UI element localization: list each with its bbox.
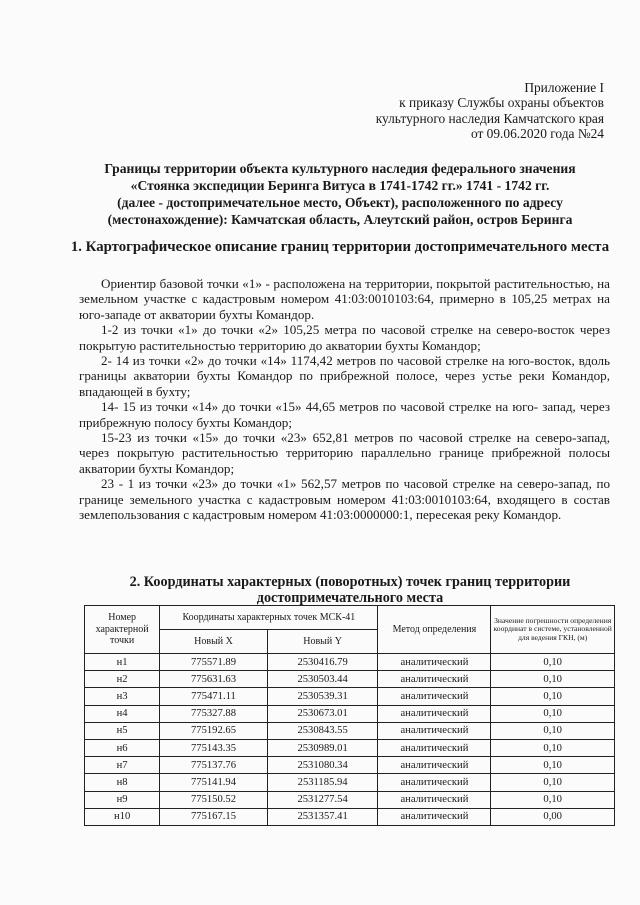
body-paragraph: 1-2 из точки «1» до точки «2» 105,25 метра по часовой стрелке на северо-восток через покрытую растительностью территорию до акватории бухты Командор; xyxy=(79,322,610,353)
appendix-line: культурного наследия Камчатского края xyxy=(375,110,604,126)
cell-point: н5 xyxy=(85,722,160,739)
table-row xyxy=(85,654,615,671)
cell-x: 775143.35 xyxy=(160,739,268,756)
cell-method: аналитический xyxy=(378,722,491,739)
table-row xyxy=(85,671,615,688)
cell-y: 2530673.01 xyxy=(267,705,378,722)
body-paragraph: 15-23 из точки «15» до точки «23» 652,81 метров по часовой стрелке на северо-запад, через покрытую растительностью территорию параллельно границе прибрежной полосы акватории бухты Командор; xyxy=(79,430,610,476)
cell-error: 0,10 xyxy=(491,688,615,705)
body-paragraph: 14- 15 из точки «14» до точки «15» 44,65 метров по часовой стрелке на юго- запад, через прибрежную полосу бухты Командор; xyxy=(79,399,610,430)
cell-method: аналитический xyxy=(378,808,491,825)
section2-heading-line: достопримечательного места xyxy=(256,590,444,606)
appendix-line: от 09.06.2020 года №24 xyxy=(470,126,604,142)
cell-point: н1 xyxy=(85,654,160,671)
header-new-x: Новый X xyxy=(160,630,268,654)
cell-error: 0,00 xyxy=(491,808,615,825)
body-paragraph: 23 - 1 из точки «23» до точки «1» 562,57 метров по часовой стрелке на северо-запад, по границе земельного участка с кадастровым номером 41:03:0010103:64, входящего в состав землепользования с кадастровым номером 41:03:0000000:1, пересекая реку Командор. xyxy=(79,476,610,523)
header-method: Метод определения xyxy=(378,606,491,654)
cell-error: 0,10 xyxy=(491,722,615,739)
cell-x: 775150.52 xyxy=(160,791,268,808)
section1-body xyxy=(79,276,610,523)
table-row xyxy=(85,808,615,825)
cell-point: н6 xyxy=(85,739,160,756)
header-point-number: Номер характерной точки xyxy=(85,606,160,654)
cell-error: 0,10 xyxy=(491,774,615,791)
cell-point: н10 xyxy=(85,808,160,825)
cell-point: н9 xyxy=(85,791,160,808)
table-row xyxy=(85,774,615,791)
title-line: Границы территории объекта культурного наследия федерального значения xyxy=(104,161,576,176)
cell-error: 0,10 xyxy=(491,757,615,774)
cell-point: н7 xyxy=(85,757,160,774)
cell-method: аналитический xyxy=(378,705,491,722)
cell-x: 775327.88 xyxy=(160,705,268,722)
table-row xyxy=(85,757,615,774)
appendix-line: к приказу Службы охраны объектов xyxy=(399,95,604,111)
cell-y: 2531185.94 xyxy=(267,774,378,791)
cell-x: 775141.94 xyxy=(160,774,268,791)
cell-point: н2 xyxy=(85,671,160,688)
body-paragraph: 2- 14 из точки «2» до точки «14» 1174,42 метров по часовой стрелке на юго-восток, вдоль границы акватории бухты Командор по прибрежной полосе, через устье реки Командор, впадающей в бухту; xyxy=(79,353,610,399)
cell-x: 775167.15 xyxy=(160,808,268,825)
cell-error: 0,10 xyxy=(491,654,615,671)
cell-x: 775192.65 xyxy=(160,722,268,739)
body-paragraph: Ориентир базовой точки «1» - расположена на территории, покрытой растительностью, на земельном участке с кадастровым номером 41:03:0010103:64, примерно в 105,25 метрах на юго-западе от акватории бухты Командор. xyxy=(79,276,610,322)
title-line: (местонахождение): Камчатская область, Алеутский район, остров Беринга xyxy=(107,212,573,227)
cell-y: 2530503.44 xyxy=(267,671,378,688)
table-row xyxy=(85,791,615,808)
cell-error: 0,10 xyxy=(491,671,615,688)
section2-heading-line: 2. Координаты характерных (поворотных) точек границ территории xyxy=(129,574,571,590)
cell-error: 0,10 xyxy=(491,791,615,808)
table-row xyxy=(85,688,615,705)
title-line: «Стоянка экспедиции Беринга Витуса в 1741-1742 гг.» 1741 - 1742 гг. xyxy=(130,178,550,193)
table-row xyxy=(85,722,615,739)
cell-y: 2530989.01 xyxy=(267,739,378,756)
cell-error: 0,10 xyxy=(491,739,615,756)
cell-x: 775471.11 xyxy=(160,688,268,705)
cell-y: 2530539.31 xyxy=(267,688,378,705)
cell-method: аналитический xyxy=(378,757,491,774)
cell-point: н8 xyxy=(85,774,160,791)
cell-method: аналитический xyxy=(378,688,491,705)
cell-method: аналитический xyxy=(378,654,491,671)
appendix-block xyxy=(376,80,604,142)
cell-y: 2531277.54 xyxy=(267,791,378,808)
cell-method: аналитический xyxy=(378,739,491,756)
header-coords-group: Координаты характерных точек МСК-41 xyxy=(160,606,378,630)
coordinates-table xyxy=(84,605,615,826)
table-row xyxy=(85,705,615,722)
cell-y: 2531080.34 xyxy=(267,757,378,774)
document-title xyxy=(60,160,620,228)
header-error: Значение погрешности определения координат в системе, установленной для ведения ГКН, (м) xyxy=(491,606,615,654)
cell-method: аналитический xyxy=(378,791,491,808)
cell-point: н4 xyxy=(85,705,160,722)
cell-error: 0,10 xyxy=(491,705,615,722)
header-new-y: Новый Y xyxy=(267,630,378,654)
section2-heading xyxy=(80,574,620,606)
title-line: (далее - достопримечательное место, Объект), расположенного по адресу xyxy=(117,195,563,210)
cell-x: 775137.76 xyxy=(160,757,268,774)
section1-heading: 1. Картографическое описание границ территории достопримечательного места xyxy=(70,239,610,255)
cell-method: аналитический xyxy=(378,671,491,688)
cell-y: 2530416.79 xyxy=(267,654,378,671)
cell-method: аналитический xyxy=(378,774,491,791)
cell-y: 2530843.55 xyxy=(267,722,378,739)
cell-y: 2531357.41 xyxy=(267,808,378,825)
table-row xyxy=(85,739,615,756)
cell-x: 775571.89 xyxy=(160,654,268,671)
cell-x: 775631.63 xyxy=(160,671,268,688)
cell-point: н3 xyxy=(85,688,160,705)
appendix-line: Приложение I xyxy=(524,80,604,95)
